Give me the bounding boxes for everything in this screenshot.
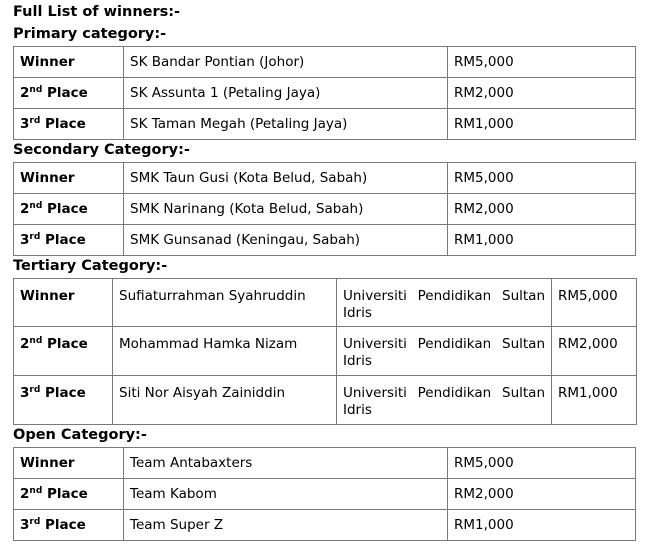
table-row <box>14 327 637 376</box>
table-row <box>14 376 637 425</box>
rank-cell: Winner <box>14 448 124 479</box>
rank-cell: Winner <box>14 47 124 78</box>
prize-cell: RM5,000 <box>448 448 636 479</box>
table-row <box>14 163 636 194</box>
prize-cell: RM1,000 <box>448 225 636 256</box>
winner-name-cell: SMK Narinang (Kota Belud, Sabah) <box>124 194 448 225</box>
tertiary-table <box>13 278 637 425</box>
prize-cell: RM2,000 <box>448 194 636 225</box>
table-row <box>14 47 636 78</box>
institution-cell: Universiti Pendidikan Sultan Idris <box>337 279 552 327</box>
secondary-table <box>13 162 636 256</box>
winner-name-cell: SMK Taun Gusi (Kota Belud, Sabah) <box>124 163 448 194</box>
rank-cell: 2nd Place <box>14 194 124 225</box>
winner-name-cell: Team Kabom <box>124 479 448 510</box>
winner-name-cell: SMK Gunsanad (Keningau, Sabah) <box>124 225 448 256</box>
secondary-heading: Secondary Category:- <box>13 142 190 158</box>
winner-name-cell: Team Antabaxters <box>124 448 448 479</box>
institution-cell: Universiti Pendidikan Sultan Idris <box>337 327 552 376</box>
rank-cell: 2nd Place <box>14 78 124 109</box>
prize-cell: RM5,000 <box>448 163 636 194</box>
rank-cell: 2nd Place <box>14 479 124 510</box>
table-row <box>14 225 636 256</box>
page-title: Full List of winners:- <box>13 4 181 20</box>
rank-cell: 3rd Place <box>14 109 124 140</box>
table-row <box>14 448 636 479</box>
winner-name-cell: SK Taman Megah (Petaling Jaya) <box>124 109 448 140</box>
prize-cell: RM5,000 <box>448 47 636 78</box>
table-row <box>14 109 636 140</box>
prize-cell: RM5,000 <box>552 279 637 327</box>
primary-heading: Primary category:- <box>13 26 167 42</box>
table-row <box>14 479 636 510</box>
rank-cell: 3rd Place <box>14 376 113 425</box>
winner-name-cell: Team Super Z <box>124 510 448 541</box>
rank-cell: 2nd Place <box>14 327 113 376</box>
winner-name-cell: SK Assunta 1 (Petaling Jaya) <box>124 78 448 109</box>
table-row <box>14 78 636 109</box>
open-heading: Open Category:- <box>13 427 147 443</box>
prize-cell: RM2,000 <box>448 78 636 109</box>
winner-name-cell: Sufiaturrahman Syahruddin <box>113 279 337 327</box>
prize-cell: RM1,000 <box>448 109 636 140</box>
winner-name-cell: Siti Nor Aisyah Zainiddin <box>113 376 337 425</box>
rank-cell: 3rd Place <box>14 225 124 256</box>
prize-cell: RM1,000 <box>552 376 637 425</box>
prize-cell: RM2,000 <box>552 327 637 376</box>
table-row <box>14 510 636 541</box>
primary-table <box>13 46 636 140</box>
institution-cell: Universiti Pendidikan Sultan Idris <box>337 376 552 425</box>
winner-name-cell: SK Bandar Pontian (Johor) <box>124 47 448 78</box>
table-row <box>14 194 636 225</box>
prize-cell: RM1,000 <box>448 510 636 541</box>
rank-cell: Winner <box>14 163 124 194</box>
table-row <box>14 279 637 327</box>
rank-cell: 3rd Place <box>14 510 124 541</box>
rank-cell: Winner <box>14 279 113 327</box>
tertiary-heading: Tertiary Category:- <box>13 258 168 274</box>
open-table <box>13 447 636 541</box>
winner-name-cell: Mohammad Hamka Nizam <box>113 327 337 376</box>
prize-cell: RM2,000 <box>448 479 636 510</box>
